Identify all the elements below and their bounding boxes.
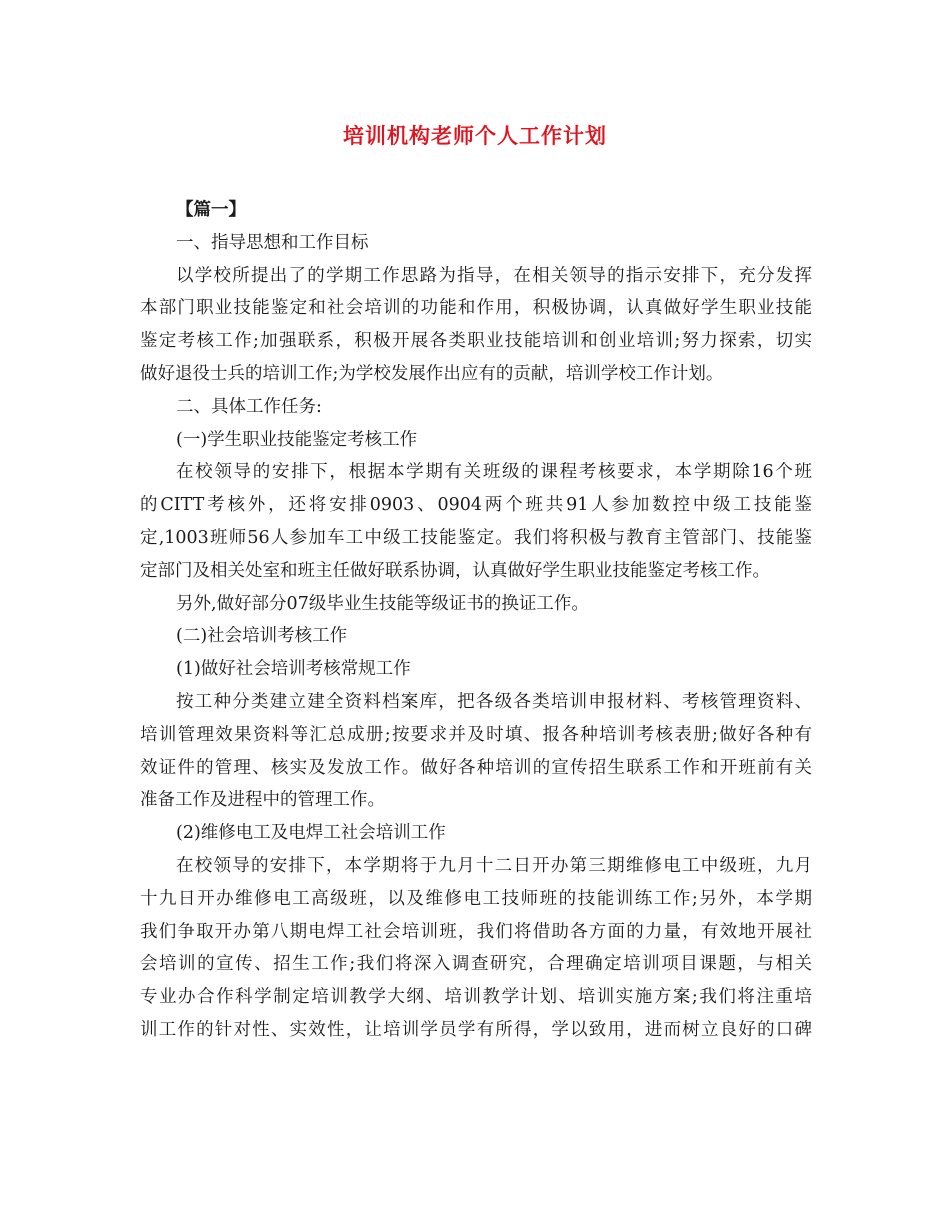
paragraph-line: 按工种分类建立建全资料档案库，把各级各类培训申报材料、考核管理资料、 xyxy=(176,691,812,712)
item-routine-work: (1)做好社会培训考核常规工作 xyxy=(176,659,411,680)
paragraph-line: 效证件的管理、核实及发放工作。做好各种培训的宣传招生联系工作和开班前有关 xyxy=(140,757,812,778)
paragraph-line: 专业办合作科学制定培训教学大纲、培训教学计划、培训实施方案;我们将注重培 xyxy=(140,987,812,1008)
paragraph-line: 训工作的针对性、实效性，让培训学员学有所得，学以致用，进而树立良好的口碑 xyxy=(140,1019,812,1040)
paragraph-line: 在校领导的安排下，本学期将于九月十二日开办第三期维修电工中级班，九月 xyxy=(176,855,812,876)
heading-specific-tasks: 二、具体工作任务: xyxy=(176,396,322,417)
paragraph-line: 培训管理效果资料等汇总成册;按要求并及时填、报各种培训考核表册;做好各种有 xyxy=(140,724,812,745)
paragraph-line: 定部门及相关处室和班主任做好联系协调，认真做好学生职业技能鉴定考核工作。 xyxy=(140,560,770,581)
paragraph-line: 鉴定考核工作;加强联系，积极开展各类职业技能培训和创业培训;努力探索，切实 xyxy=(140,331,812,352)
paragraph-line: 会培训的宣传、招生工作;我们将深入调查研究，合理确定培训项目课题，与相关 xyxy=(140,954,812,975)
document-body xyxy=(140,194,812,1047)
paragraph-line: 十九日开办维修电工高级班，以及维修电工技师班的技能训练工作;另外，本学期 xyxy=(140,888,812,909)
paragraph-line: 定,1003班师56人参加车工中级工技能鉴定。我们将积极与教育主管部门、技能鉴 xyxy=(140,527,812,548)
subheading-social-training: (二)社会培训考核工作 xyxy=(176,626,348,647)
paragraph-line: 我们争取开办第八期电焊工社会培训班，我们将借助各方面的力量，有效地开展社 xyxy=(140,921,812,942)
document-title: 培训机构老师个人工作计划 xyxy=(343,123,607,148)
paragraph-line: 在校领导的安排下，根据本学期有关班级的课程考核要求，本学期除16个班 xyxy=(176,462,812,483)
paragraph-line: 以学校所提出了的学期工作思路为指导，在相关领导的指示安排下，充分发挥 xyxy=(176,265,812,286)
paragraph-line: 准备工作及进程中的管理工作。 xyxy=(140,790,385,811)
paragraph-line: 的CITT考核外，还将安排0903、0904两个班共91人参加数控中级工技能鉴 xyxy=(140,495,812,516)
paragraph-line: 做好退役士兵的培训工作;为学校发展作出应有的贡献，培训学校工作计划。 xyxy=(140,363,724,384)
paragraph-line: 本部门职业技能鉴定和社会培训的功能和作用，积极协调，认真做好学生职业技能 xyxy=(140,298,812,319)
item-electrician-welder: (2)维修电工及电焊工社会培训工作 xyxy=(176,823,446,844)
section-heading: 【篇一】 xyxy=(176,200,246,220)
heading-guiding-ideas: 一、指导思想和工作目标 xyxy=(176,232,369,253)
paragraph-certificate: 另外,做好部分07级毕业生技能等级证书的换证工作。 xyxy=(176,593,589,614)
subheading-skill-assessment: (一)学生职业技能鉴定考核工作 xyxy=(176,429,418,450)
